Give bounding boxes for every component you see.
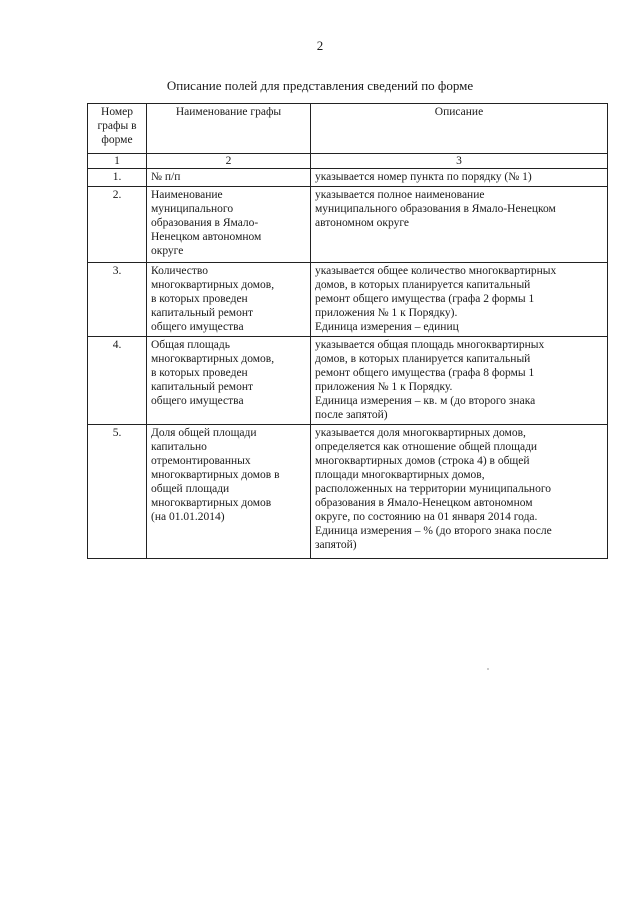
row-description: указывается полное наименование муниципального образования в Ямало-Ненецком автономном округе — [311, 187, 608, 263]
table-row — [88, 425, 608, 559]
row-description: указывается общая площадь многоквартирных домов, в которых планируется капитальный ремонт общего имущества (графа 8 формы 1 приложения № 1 к Порядку. Единица измерения – кв. м (до второго знака после запятой) — [311, 337, 608, 425]
row-field-name: № п/п — [147, 169, 311, 187]
row-field-name: Наименование муниципального образования в Ямало- Ненецком автономном округе — [147, 187, 311, 263]
row-field-name: Доля общей площади капитально отремонтированных многоквартирных домов в общей площади многоквартирных домов (на 01.01.2014) — [147, 425, 311, 559]
table-header-row — [88, 104, 608, 154]
fields-table — [87, 103, 608, 559]
page-number: 2 — [316, 38, 324, 53]
header-column-name: Наименование графы — [147, 104, 311, 154]
header-description: Описание — [311, 104, 608, 154]
table-row — [88, 263, 608, 337]
row-number: 2. — [88, 187, 147, 263]
column-index-2: 2 — [147, 154, 311, 169]
row-field-name: Общая площадь многоквартирных домов, в которых проведен капитальный ремонт общего имущества — [147, 337, 311, 425]
row-number: 3. — [88, 263, 147, 337]
column-numbers-row — [88, 154, 608, 169]
row-description: указывается номер пункта по порядку (№ 1) — [311, 169, 608, 187]
row-number: 5. — [88, 425, 147, 559]
row-description: указывается доля многоквартирных домов, определяется как отношение общей площади многоквартирных домов (строка 4) в общей площади многоквартирных домов, расположенных на территории муниципального образования в Ямало-Ненецком автономном округе, по состоянию на 01 января 2014 года. Единица измерения – % (до второго знака после запятой) — [311, 425, 608, 559]
row-number: 4. — [88, 337, 147, 425]
row-field-name: Количество многоквартирных домов, в которых проведен капитальный ремонт общего имущества — [147, 263, 311, 337]
column-index-3: 3 — [311, 154, 608, 169]
row-number: 1. — [88, 169, 147, 187]
document-title: Описание полей для представления сведений по форме — [166, 78, 474, 93]
table-row — [88, 337, 608, 425]
table-row — [88, 169, 608, 187]
header-column-number: Номер графы в форме — [88, 104, 147, 154]
table-row — [88, 187, 608, 263]
row-description: указывается общее количество многоквартирных домов, в которых планируется капитальный ремонт общего имущества (графа 2 формы 1 приложения № 1 к Порядку). Единица измерения – единиц — [311, 263, 608, 337]
column-index-1: 1 — [88, 154, 147, 169]
scan-speck — [487, 668, 489, 670]
